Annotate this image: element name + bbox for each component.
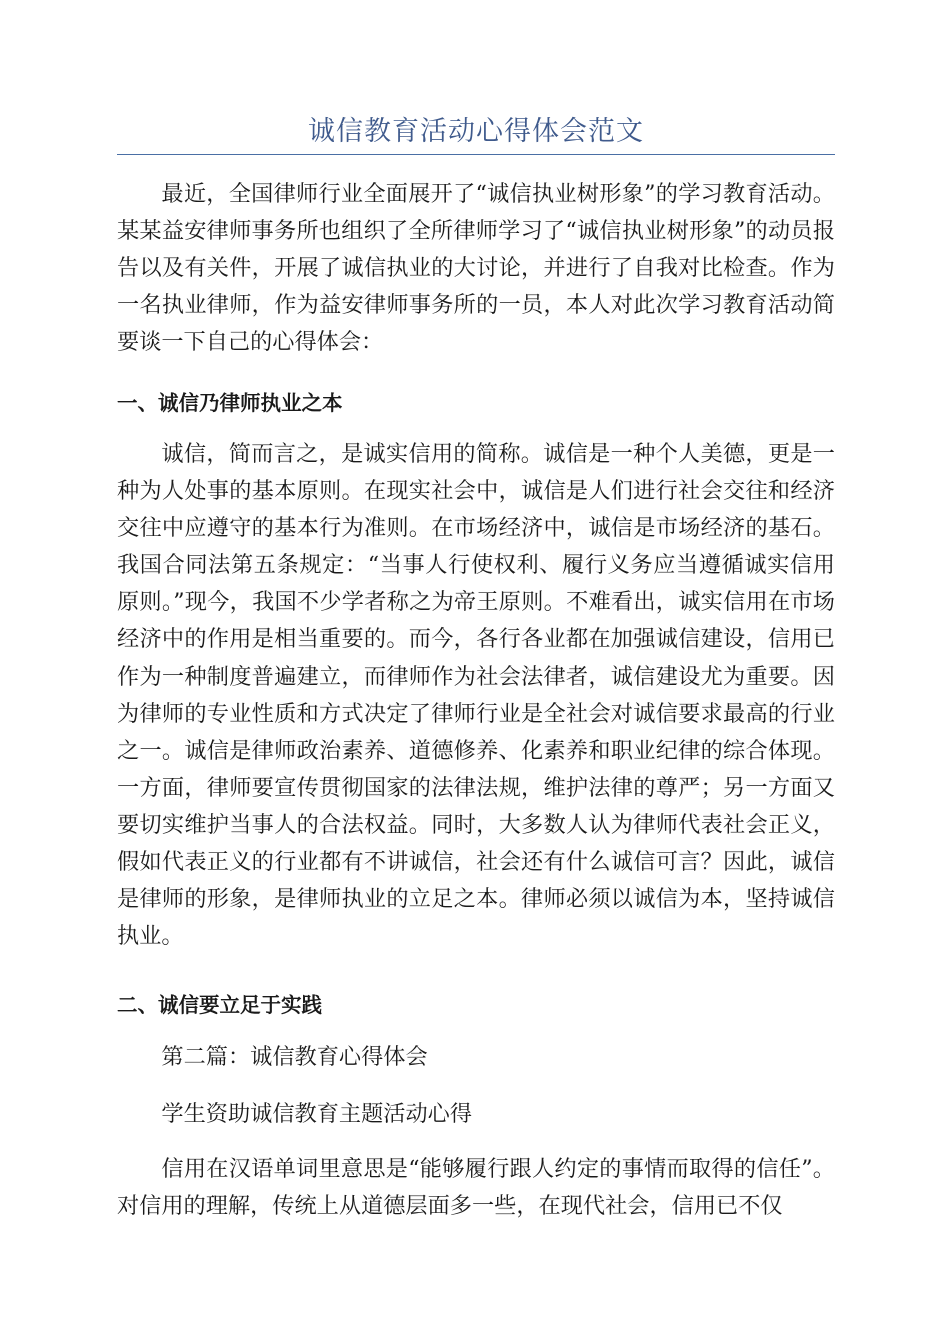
document-title: 诚信教育活动心得体会范文 [308, 116, 644, 147]
second-article-title: 第二篇：诚信教育心得体会 [161, 1044, 428, 1070]
section-1-paragraph: 诚信，简而言之，是诚实信用的简称。诚信是一种个人美德，更是一种为人处事的基本原则。在现实社会中，诚信是人们进行社会交往和经济交往中应遵守的基本行为准则。在市场经济中，诚信是市场经济的基石。我国合同法第五条规定：“当事人行使权利、履行义务应当遵循诚实信用原则。”现今，我国不少学者称之为帝王原则。不难看出，诚实信用在市场经济中的作用是相当重要的。而今，各行各业都在加强诚信建设，信用已作为一种制度普遍建立，而律师作为社会法律者，诚信建设尤为重要。因为律师的专业性质和方式决定了律师行业是全社会对诚信要求最高的行业之一。诚信是律师政治素养、道德修养、化素养和职业纪律的综合体现。一方面，律师要宣传贯彻国家的法律法规，维护法律的尊严；另一方面又要切实维护当事人的合法权益。同时，大多数人认为律师代表社会正义，假如代表正义的行业都有不讲诚信，社会还有什么诚信可言？因此，诚信是律师的形象，是律师执业的立足之本。律师必须以诚信为本，坚持诚信执业。 [117, 441, 835, 950]
intro-paragraph: 最近，全国律师行业全面展开了“诚信执业树形象”的学习教育活动。某某益安律师事务所也组织了全所律师学习了“诚信执业树形象”的动员报告以及有关件，开展了诚信执业的大讨论，并进行了自我对比检查。作为一名执业律师，作为益安律师事务所的一员，本人对此次学习教育活动简要谈一下自己的心得体会： [117, 181, 835, 356]
section-heading-2: 二、诚信要立足于实践 [117, 993, 322, 1017]
second-article-subtitle: 学生资助诚信教育主题活动心得 [161, 1101, 473, 1127]
title-underline [117, 154, 835, 155]
second-article-paragraph: 信用在汉语单词里意思是“能够履行跟人约定的事情而取得的信任”。对信用的理解，传统上从道德层面多一些，在现代社会，信用已不仅 [117, 1156, 835, 1220]
section-heading-1: 一、诚信乃律师执业之本 [117, 391, 343, 415]
